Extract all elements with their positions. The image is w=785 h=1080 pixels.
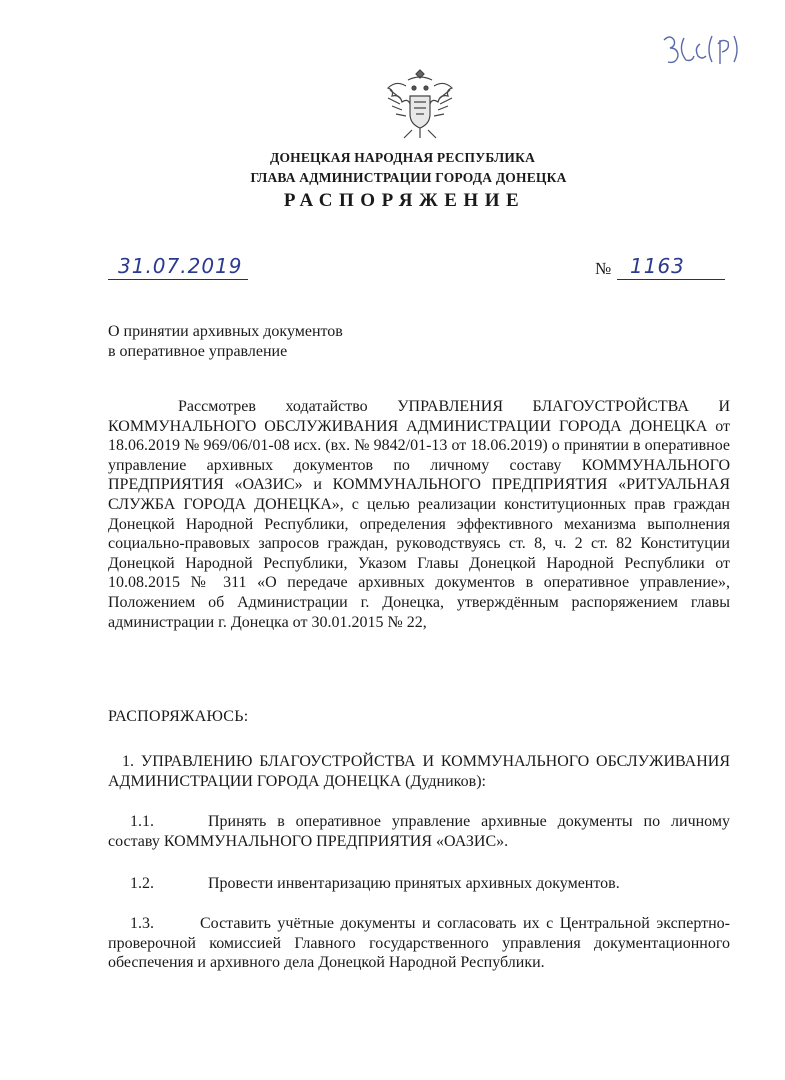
order-item-text: Составить учётные документы и согласовать их с Центральной экспертно-проверочной комиссией Главного государственного управления документационного обеспечения и архивного дела Донецкой Народной Республики.	[108, 915, 730, 972]
date-underline	[108, 279, 248, 280]
order-item-number: 1.3.	[130, 915, 154, 932]
order-item-1-2	[108, 874, 730, 894]
order-item-1	[108, 752, 730, 791]
subject-line-1: О принятии архивных документов	[108, 323, 343, 340]
order-item-text: Провести инвентаризацию принятых архивных документов.	[208, 875, 620, 892]
order-item-number: 1.	[122, 753, 134, 770]
order-item-number: 1.1.	[130, 813, 154, 830]
document-subject	[108, 322, 343, 362]
number-sign-label: №	[595, 259, 612, 278]
document-date-value: 31.07.2019	[118, 254, 243, 278]
order-item-1-1	[108, 812, 730, 851]
document-type-title: РАСПОРЯЖЕНИЕ	[283, 190, 526, 211]
order-item-text: УПРАВЛЕНИЮ БЛАГОУСТРОЙСТВА И КОММУНАЛЬНОГО ОБСЛУЖИВАНИЯ АДМИНИСТРАЦИИ ГОРОДА ДОНЕЦКА (Дудников):	[108, 753, 731, 790]
preamble-paragraph: Рассмотрев ходатайство УПРАВЛЕНИЯ БЛАГОУСТРОЙСТВА И КОММУНАЛЬНОГО ОБСЛУЖИВАНИЯ АДМИНИСТРАЦИИ ГОРОДА ДОНЕЦКА от 18.06.2019 № 969/06/01-08 исх. (вх. № 9842/01-13 от 18.06.2019) о принятии в оперативное управление архивных документов по личному составу КОММУНАЛЬНОГО ПРЕДПРИЯТИЯ «ОАЗИС» и КОММУНАЛЬНОГО ПРЕДПРИЯТИЯ «РИТУАЛЬНАЯ СЛУЖБА ГОРОДА ДОНЕЦКА», с целью реализации конституционных прав граждан Донецкой Народной Республики, определения эффективного механизма выполнения социально-правовых запросов граждан, руководствуясь ст. 8, ч. 2 ст. 82 Конституции Донецкой Народной Республики, Указом Главы Донецкой Народной Республики от 10.08.2015 № 311 «О передаче архивных документов в оперативное управление», Положением об Администрации г. Донецка, утверждённым распоряжением главы администрации г. Донецка от 30.01.2015 № 22,	[108, 398, 730, 631]
document-number-value: 1163	[630, 254, 685, 278]
document-number-field	[595, 254, 725, 284]
order-item-1-3	[108, 914, 730, 973]
republic-name-heading: ДОНЕЦКАЯ НАРОДНАЯ РЕСПУБЛИКА	[269, 150, 536, 165]
authority-heading: ГЛАВА АДМИНИСТРАЦИИ ГОРОДА ДОНЕЦКА	[250, 170, 567, 185]
subject-line-2: в оперативное управление	[108, 343, 288, 360]
decree-word: РАСПОРЯЖАЮСЬ:	[108, 708, 249, 725]
document-date-field	[108, 254, 248, 284]
order-item-text: Принять в оперативное управление архивные документы по личному составу КОММУНАЛЬНОГО ПРЕДПРИЯТИЯ «ОАЗИС».	[108, 813, 730, 850]
coat-of-arms-emblem-icon	[384, 66, 456, 142]
number-underline	[617, 279, 725, 280]
handwritten-corner-note	[660, 30, 752, 70]
order-item-number: 1.2.	[130, 875, 154, 892]
